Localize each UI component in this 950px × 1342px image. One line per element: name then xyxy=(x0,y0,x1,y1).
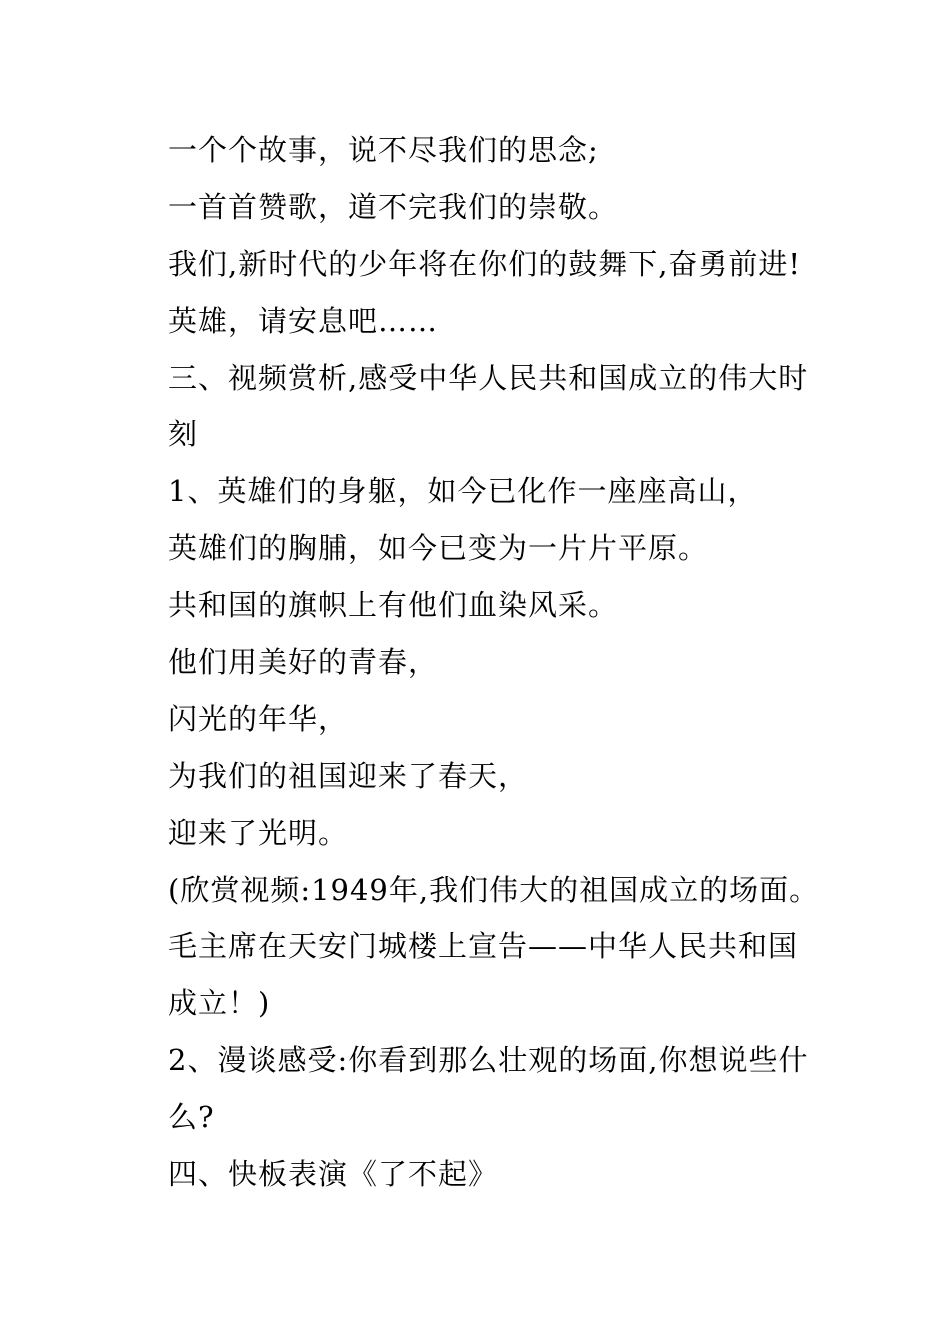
text-line: 2、漫谈感受:你看到那么壮观的场面,你想说些什 xyxy=(168,1043,809,1078)
text-line: 共和国的旗帜上有他们血染风采。 xyxy=(168,588,619,623)
document-body xyxy=(168,122,828,1203)
text-line: 为我们的祖国迎来了春天， xyxy=(168,758,529,793)
text-line: 一首首赞歌，道不完我们的崇敬。 xyxy=(168,189,619,224)
text-line: 么? xyxy=(168,1100,215,1135)
text-line: 英雄，请安息吧…… xyxy=(168,303,439,338)
section-heading: 三、视频赏析,感受中华人民共和国成立的伟大时 xyxy=(168,360,809,395)
text-line: 成立！) xyxy=(168,986,271,1021)
text-line: 英雄们的胸脯，如今已变为一片片平原。 xyxy=(168,531,709,566)
section-heading: 四、快板表演《了不起》 xyxy=(168,1157,499,1192)
text-line: 毛主席在天安门城楼上宣告——中华人民共和国 xyxy=(168,929,799,964)
text-line: 一个个故事，说不尽我们的思念; xyxy=(168,133,599,167)
text-line: 闪光的年华， xyxy=(168,701,349,736)
text-line: 我们,新时代的少年将在你们的鼓舞下,奋勇前进! xyxy=(168,246,802,281)
text-line: (欣赏视频:1949年,我们伟大的祖国成立的场面。 xyxy=(168,872,820,907)
text-line: 迎来了光明。 xyxy=(168,815,349,850)
text-line: 他们用美好的青春， xyxy=(168,645,439,680)
section-heading-continuation: 刻 xyxy=(168,417,199,452)
text-line: 1、英雄们的身躯，如今已化作一座座高山， xyxy=(168,474,758,509)
